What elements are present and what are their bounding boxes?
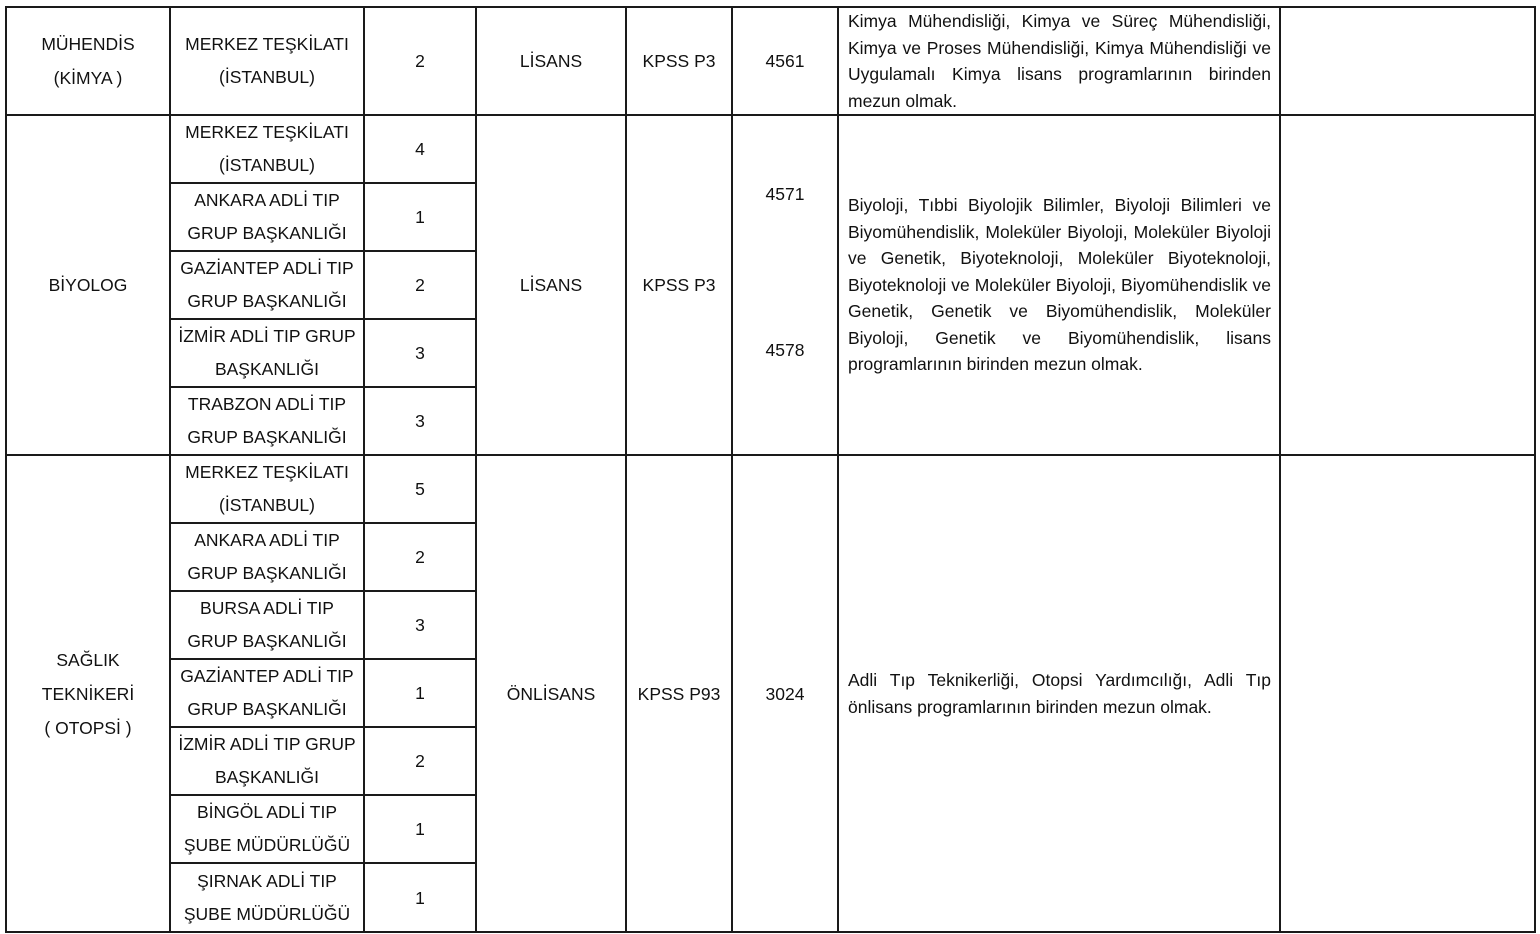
table-row [6,115,1535,183]
unit-line: MERKEZ TEŞKİLATI [185,34,349,54]
count-cell: 3 [364,591,476,659]
count-cell: 2 [364,251,476,319]
unit-line: GRUP BAŞKANLIĞI [187,631,347,651]
position-title-line: SAĞLIK [56,649,120,670]
unit-line: ŞUBE MÜDÜRLÜĞÜ [183,903,351,924]
note-cell [1280,7,1535,115]
unit-cell [170,591,364,659]
unit-line: GRUP BAŞKANLIĞI [187,563,347,583]
note-cell [1280,115,1535,455]
table-row [6,455,1535,523]
count-cell: 3 [364,387,476,455]
unit-line: (İSTANBUL) [219,495,315,515]
count-cell: 2 [364,7,476,115]
unit-line: BURSA ADLİ TIP [200,598,334,618]
unit-cell [170,251,364,319]
requirement-cell: Adli Tıp Teknikerliği, Otopsi Yardımcılığı, Adli Tıp önlisans programlarının birinden mezun olmak. [838,455,1280,932]
count-cell: 4 [364,115,476,183]
unit-line: BAŞKANLIĞI [214,767,320,787]
unit-cell [170,387,364,455]
education-cell: ÖNLİSANS [476,455,626,932]
unit-line: (İSTANBUL) [219,67,315,87]
table-row [6,7,1535,115]
note-cell [1280,455,1535,932]
requirement-cell: Biyoloji, Tıbbi Biyolojik Bilimler, Biyoloji Bilimleri ve Biyomühendislik, Moleküler Biyoloji, Moleküler Biyoloji ve Genetik, Biyoteknoloji, Moleküler Biyoteknoloji, Biyoteknoloji ve Moleküler Biyoloji, Biyomühendislik ve Genetik, Genetik ve Biyomühendislik, Moleküler Biyoloji, Genetik ve Biyomühendislik, lisans programlarının birinden mezun olmak. [838,115,1280,455]
code-cell [732,115,838,455]
unit-line: MERKEZ TEŞKİLATI [185,462,349,482]
count-cell: 2 [364,523,476,591]
count-cell: 5 [364,455,476,523]
unit-cell [170,659,364,727]
unit-cell [170,863,364,932]
unit-line: GRUP BAŞKANLIĞI [187,223,347,243]
code-value: 4578 [765,340,805,360]
unit-cell [170,183,364,251]
education-cell: LİSANS [476,115,626,455]
position-title-line: TEKNİKERİ [41,683,135,704]
code-value: 4571 [765,184,805,204]
unit-line: (İSTANBUL) [219,155,315,175]
unit-cell [170,727,364,795]
count-cell: 1 [364,183,476,251]
position-title [6,7,170,115]
unit-line: GRUP BAŞKANLIĞI [187,427,347,447]
unit-line: TRABZON ADLİ TIP [187,394,347,414]
position-title: BİYOLOG [6,115,170,455]
unit-line: GRUP BAŞKANLIĞI [187,699,347,719]
unit-line: GAZİANTEP ADLİ TIP [180,258,354,278]
unit-line: ANKARA ADLİ TIP [194,530,340,550]
count-cell: 1 [364,659,476,727]
position-title-line: (KİMYA ) [53,68,123,88]
exam-cell: KPSS P3 [626,7,732,115]
unit-line: İZMİR ADLİ TIP GRUP [178,326,356,346]
unit-line: GAZİANTEP ADLİ TIP [180,666,354,686]
unit-line: GRUP BAŞKANLIĞI [187,291,347,311]
position-title-line: ( OTOPSİ ) [44,717,132,738]
unit-line: ŞUBE MÜDÜRLÜĞÜ [183,835,351,855]
unit-cell [170,115,364,183]
unit-cell [170,523,364,591]
unit-line: BAŞKANLIĞI [214,359,320,379]
positions-table [5,6,1536,933]
unit-line: ANKARA ADLİ TIP [194,190,340,210]
code-cell: 3024 [732,455,838,932]
unit-line: BİNGÖL ADLİ TIP [196,802,338,822]
education-cell: LİSANS [476,7,626,115]
code-list [739,177,831,367]
count-cell: 2 [364,727,476,795]
exam-cell: KPSS P93 [626,455,732,932]
unit-cell [170,455,364,523]
code-cell: 4561 [732,7,838,115]
count-cell: 3 [364,319,476,387]
unit-cell [170,7,364,115]
unit-line: MERKEZ TEŞKİLATI [185,122,349,142]
exam-cell: KPSS P3 [626,115,732,455]
unit-line: İZMİR ADLİ TIP GRUP [178,734,356,754]
unit-cell [170,319,364,387]
unit-cell [170,795,364,863]
count-cell: 1 [364,863,476,932]
unit-line: ŞIRNAK ADLİ TIP [197,870,337,891]
position-title [6,455,170,932]
position-title-line: MÜHENDİS [41,34,135,54]
requirement-cell: Kimya Mühendisliği, Kimya ve Süreç Mühendisliği, Kimya ve Proses Mühendisliği, Kimya Mühendisliği ve Uygulamalı Kimya lisans programlarının birinden mezun olmak. [838,7,1280,115]
count-cell: 1 [364,795,476,863]
